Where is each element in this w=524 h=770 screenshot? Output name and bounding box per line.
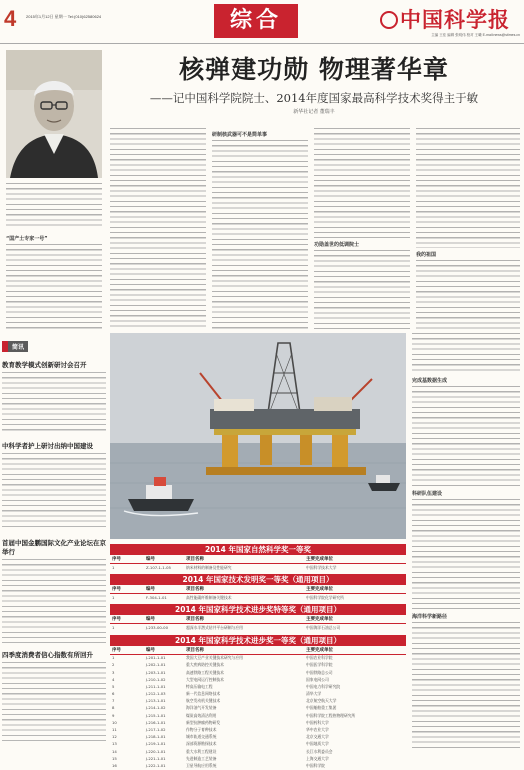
column-text	[6, 244, 102, 330]
headline-title: 核弹建功勋 物理著华章	[179, 55, 449, 84]
col-header: 项目名称	[186, 617, 204, 623]
brief-item-title: 中科学者护上研讨出纳中国建设	[2, 442, 93, 450]
cell: 中国电力科学研究院	[306, 683, 341, 689]
col-header: 编号	[146, 617, 155, 623]
table-row	[110, 712, 406, 719]
table-header	[110, 646, 406, 655]
cell: 北京航空航天大学	[306, 698, 337, 704]
column-text	[314, 250, 410, 330]
col-header: 主要完成单位	[306, 587, 333, 593]
cell: 中国铁路总公司	[306, 669, 333, 675]
column-subhead: 海洋科学新路径	[412, 614, 448, 620]
cell: 中国医学科学院	[306, 662, 333, 668]
brief-item-title: 教育教学模式创新研讨会召开	[2, 361, 87, 369]
cell: 5	[112, 683, 115, 689]
portrait-caption	[6, 183, 102, 229]
table-row	[110, 741, 406, 748]
cell: 超深水半潜式钻井平台研制与应用	[186, 624, 243, 630]
section-label: 综合	[214, 4, 298, 38]
cell: 航空发动机关键技术	[186, 698, 221, 704]
cell: 16	[112, 762, 117, 768]
cell: 先进制造工艺装备	[186, 755, 217, 761]
cell: 12	[112, 734, 117, 740]
cell: 重大水利工程建设	[186, 748, 217, 754]
col-header: 序号	[112, 587, 121, 593]
cell: 9	[112, 712, 115, 718]
cell: J-219-1-01	[146, 741, 166, 747]
cell: 中国药科大学	[306, 719, 329, 725]
cell: 14	[112, 748, 117, 754]
column-text	[110, 128, 206, 328]
brief-heading: 简讯	[2, 341, 28, 352]
col-header: 主要完成单位	[306, 647, 333, 653]
cell: Z-107-1-1-05	[146, 564, 171, 570]
col-header: 项目名称	[186, 557, 204, 562]
cell: 卫星导航应用系统	[186, 762, 217, 768]
article-column-1	[6, 232, 102, 328]
col-header: 主要完成单位	[306, 557, 333, 562]
cell: J-210-1-02	[146, 676, 166, 682]
column-text	[412, 499, 520, 609]
article-column-4	[314, 128, 410, 328]
cell: J-222-1-01	[146, 762, 166, 768]
cell: 新一代信息网络技术	[186, 691, 221, 697]
table-row	[110, 691, 406, 698]
cell: 作物分子育种技术	[186, 727, 217, 733]
column-text	[416, 260, 520, 330]
cell: 清华大学	[306, 691, 322, 697]
cell: 1	[112, 594, 115, 600]
cell: 中国海洋石油总公司	[306, 624, 341, 630]
cell: 高性能碳纤维制备关键技术	[186, 594, 232, 600]
column-text	[212, 140, 308, 330]
table-row	[110, 698, 406, 705]
cell: J-212-1-03	[146, 691, 166, 697]
col-header: 编号	[146, 647, 155, 653]
column-text	[314, 128, 410, 238]
table-row	[110, 676, 406, 683]
cell: 1	[112, 564, 115, 570]
cell: 中国科学院工程热物理研究所	[306, 712, 356, 718]
cell: 13	[112, 741, 117, 747]
cell: 4	[112, 676, 115, 682]
cell: 特高压输电工程	[186, 683, 213, 689]
table-title: 2014 年国家科学技术进步奖特等奖（通用项目）	[110, 604, 406, 615]
table-row	[110, 564, 406, 571]
cell: 长江水利委员会	[306, 748, 333, 754]
table-title: 2014 年国家科学技术进步奖一等奖（通用项目）	[110, 635, 406, 646]
masthead	[380, 4, 510, 34]
col-header: 序号	[112, 647, 121, 653]
column-subhead: 完成基数据生成	[412, 378, 448, 384]
cell: J-203-1-01	[146, 669, 166, 675]
cell: 8	[112, 705, 115, 711]
table-row	[110, 705, 406, 712]
column-text	[412, 622, 520, 752]
cell: 纳米材料的制备及性能研究	[186, 564, 232, 570]
cell: J-218-1-01	[146, 734, 166, 740]
cell: 新型抗肿瘤药物研发	[186, 719, 221, 725]
masthead-logo-icon	[380, 11, 398, 29]
brief-item-text	[2, 453, 106, 531]
cell: J-202-1-01	[146, 662, 166, 668]
cell: 2	[112, 662, 115, 668]
date-line: 2015年1月12日 星期一 Tel:(010)62580624	[26, 14, 102, 19]
award-tables	[110, 544, 406, 768]
platform-illustration	[110, 333, 406, 539]
column-subhead: 研制核武器可不是简单事	[212, 132, 268, 138]
column-subhead: 功勋盖世的低调院士	[314, 242, 360, 248]
table-row	[110, 669, 406, 676]
brief-item-text	[2, 559, 106, 643]
column-text	[412, 333, 520, 373]
table-row	[110, 655, 406, 662]
headline-subtitle: ——记中国科学院院士、2014年度国家最高科学技术奖得主于敏	[149, 91, 479, 105]
masthead-title: 中国科学报	[400, 7, 510, 32]
column-text	[412, 386, 520, 486]
table-body	[110, 655, 406, 770]
cell: 海洋油气开发装备	[186, 705, 217, 711]
table-row	[110, 755, 406, 762]
cell: 1	[112, 624, 115, 630]
cell: F-304-1-01	[146, 594, 167, 600]
brief-item-title: 四季度消费者信心指数有所回升	[2, 651, 93, 659]
headline-byline: 新华社记者 董瑞丰	[293, 109, 335, 115]
col-header: 编号	[146, 557, 155, 562]
cell: J-215-1-01	[146, 712, 166, 718]
page-number: 4	[4, 6, 17, 31]
cell: 华中农业大学	[306, 727, 329, 733]
cell: J-216-1-01	[146, 719, 166, 725]
table-row	[110, 719, 406, 726]
cell: 中国农业科学院	[306, 655, 333, 661]
table-header	[110, 555, 406, 564]
cell: 11	[112, 727, 117, 733]
table-row	[110, 624, 406, 631]
cell: 北京交通大学	[306, 734, 329, 740]
cell: 中国科学技术大学	[306, 564, 337, 570]
cell: 7	[112, 698, 115, 704]
column-subhead: 我的祖国	[416, 252, 437, 258]
col-header: 编号	[146, 587, 155, 593]
cell: 大型电网运行控制技术	[186, 676, 224, 682]
cell: J-217-1-02	[146, 727, 166, 733]
table-row	[110, 762, 406, 769]
cell: 3	[112, 669, 115, 675]
drilling-platform-photo	[110, 333, 406, 539]
cell: J-213-1-01	[146, 698, 166, 704]
cell: 国家电网公司	[306, 676, 329, 682]
article-column-5	[416, 128, 520, 328]
cell: J-221-1-01	[146, 755, 166, 761]
news-brief-sidebar	[2, 334, 106, 748]
col-header: 项目名称	[186, 587, 204, 593]
cell: J-201-1-01	[146, 655, 166, 661]
cell: 高速铁路工程关键技术	[186, 669, 224, 675]
brief-item-text	[2, 662, 106, 742]
table-header	[110, 615, 406, 624]
cell: 15	[112, 755, 117, 761]
cell: 深部资源勘探技术	[186, 741, 217, 747]
table-row	[110, 594, 406, 601]
table-header	[110, 585, 406, 594]
cell: J-233-00-00	[146, 624, 169, 630]
column-subhead: 科研队伍建设	[412, 491, 443, 497]
article-column-2	[110, 128, 206, 328]
column-subhead: “国产土专家一号”	[6, 236, 48, 242]
article-column-3	[212, 128, 308, 328]
article-continuation	[412, 333, 520, 747]
page-header	[0, 0, 524, 44]
col-header: 项目名称	[186, 647, 204, 653]
contact-line: 主编 王佳 编辑 张明伟 校对 王曦 E-mail:news@stimes.cn	[431, 33, 520, 37]
table-row	[110, 662, 406, 669]
cell: 中国地质大学	[306, 741, 329, 747]
cell: 6	[112, 691, 115, 697]
brief-item-title: 首届中国金鹏国际文化产业论坛在京举行	[2, 539, 106, 556]
col-header: 序号	[112, 617, 121, 623]
cell: 中国船舶重工集团	[306, 705, 337, 711]
portrait-illustration	[6, 50, 102, 178]
cell: 1	[112, 655, 115, 661]
cell: 10	[112, 719, 117, 725]
cell: 上海交通大学	[306, 755, 329, 761]
col-header: 序号	[112, 557, 121, 562]
headline-block	[110, 50, 518, 115]
cell: 中国科学院化学研究所	[306, 594, 344, 600]
col-header: 主要完成单位	[306, 617, 333, 623]
cell: 煤炭高效清洁利用	[186, 712, 217, 718]
cell: J-214-1-02	[146, 705, 166, 711]
column-text	[416, 128, 520, 248]
cell: J-211-1-01	[146, 683, 166, 689]
table-title: 2014 年国家自然科学奖一等奖	[110, 544, 406, 555]
portrait-photo	[6, 50, 102, 178]
cell: 中国科学院	[306, 762, 325, 768]
brief-item-text	[2, 372, 106, 434]
table-row	[110, 726, 406, 733]
table-row	[110, 734, 406, 741]
cell: 城市轨道交通系统	[186, 734, 217, 740]
table-row	[110, 683, 406, 690]
cell: J-220-1-01	[146, 748, 166, 754]
caption-text-block	[6, 183, 102, 229]
table-title: 2014 年国家技术发明奖一等奖（通用项目）	[110, 574, 406, 585]
cell: 重大疾病防控关键技术	[186, 662, 224, 668]
table-row	[110, 748, 406, 755]
cell: 我国大豆产业关键技术研究与应用	[186, 655, 243, 661]
